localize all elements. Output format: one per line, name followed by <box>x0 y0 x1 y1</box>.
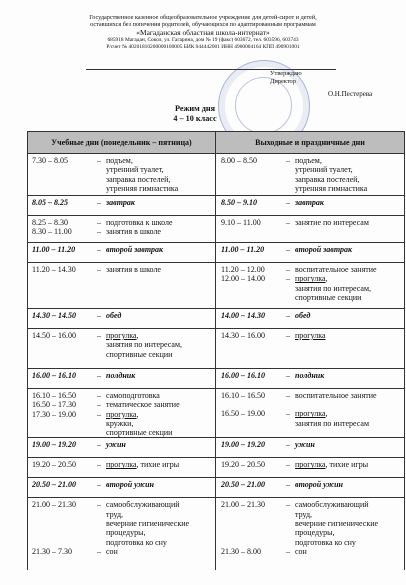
activity-line: вечерние гигиенические <box>295 519 379 529</box>
institution-address: 685918 Магадан, Сокол, ул. Гагарина, дом № 19 (факс) 603672, тел. 603596, 603743 <box>107 37 299 44</box>
entry-dash: – <box>97 391 101 400</box>
schedule-block <box>28 498 405 570</box>
activity-line: занятия в школе <box>106 265 161 274</box>
activity-line: обед <box>295 311 311 320</box>
activity-underlined: прогулка <box>295 331 326 340</box>
activity-line: занятие по интересам <box>295 218 369 227</box>
schedule-entry <box>216 391 404 400</box>
schedule-block <box>28 458 405 478</box>
entry-dash: – <box>286 391 290 400</box>
entry-time: 12.00 – 14.00 <box>221 274 265 284</box>
entry-dash: – <box>97 245 101 254</box>
weekend-cell <box>216 389 405 438</box>
schedule-entry <box>28 547 215 556</box>
entry-dash: – <box>97 331 101 340</box>
activity-rest: , тихие игры <box>325 460 369 470</box>
entry-dash: – <box>286 440 290 450</box>
weekday-cell <box>28 309 216 329</box>
weekday-cell <box>28 389 216 438</box>
entry-time: 19.00 – 19.20 <box>221 440 265 450</box>
entry-activity <box>295 311 404 320</box>
schedule-entry <box>28 156 215 193</box>
activity-rest: , тихие игры <box>136 460 180 470</box>
entry-activity <box>295 460 404 469</box>
activity-line: процедуры, <box>106 528 146 538</box>
entry-time: 11.00 – 11.20 <box>221 245 265 254</box>
schedule-block <box>28 309 405 329</box>
schedule-entry <box>216 547 404 556</box>
entry-activity <box>295 409 404 428</box>
activity-line: процедуры, <box>295 528 335 538</box>
entry-dash: – <box>97 400 101 410</box>
entry-dash: – <box>286 371 290 380</box>
entry-dash: – <box>97 311 101 320</box>
activity-line: прогулка, <box>295 409 328 419</box>
entry-activity <box>295 245 404 254</box>
entry-time: 8.25 – 8.30 <box>32 218 68 227</box>
approve-signer: О.Н.Пестерева <box>328 90 373 98</box>
activity-line: завтрак <box>106 198 135 207</box>
institution-name: «Магаданская областная школа-интернат» <box>136 28 270 38</box>
entry-activity <box>106 480 215 489</box>
bank-details: Р/счет № 40201810200000100005 БИК 044442001 ИНН 4900004164 КПП 490901001 <box>106 44 300 50</box>
activity-line: полдник <box>106 371 136 380</box>
schedule-entry <box>28 227 215 236</box>
entry-dash: – <box>97 409 101 419</box>
activity-line: утренняя гимнастика <box>295 183 368 193</box>
entry-time: 14.00 – 14.30 <box>221 311 265 320</box>
activity-line: самообслуживающий <box>106 500 180 510</box>
meal-entry <box>216 245 404 254</box>
activity-line: прогулка, <box>106 409 139 419</box>
entry-activity <box>106 218 215 227</box>
weekday-cell <box>28 243 216 263</box>
activity-line: заправка постелей, <box>295 174 360 184</box>
entry-time: 16.00 – 16.10 <box>221 371 265 380</box>
header-line-1: Государственное казенное общеобразовательное учреждение для детей-сирот и детей, <box>89 14 317 21</box>
entry-time: 19.00 – 19.20 <box>32 440 76 450</box>
activity-line: подготовка ко сну <box>295 537 356 547</box>
entry-activity <box>106 391 215 400</box>
activity-line: утренний туалет, <box>295 165 353 175</box>
entry-dash: – <box>286 311 290 320</box>
entry-dash: – <box>286 409 290 419</box>
weekend-cell <box>216 309 405 329</box>
entry-time: 20.50 – 21.00 <box>221 480 265 490</box>
entry-activity <box>106 245 215 254</box>
weekday-cell <box>28 196 216 216</box>
entry-activity <box>295 440 404 449</box>
activity-line: труд, <box>295 509 313 519</box>
activity-line: ужин <box>295 440 315 450</box>
entry-dash: – <box>97 440 101 450</box>
entry-dash: – <box>286 500 290 510</box>
activity-line <box>295 460 404 469</box>
schedule-block <box>28 389 405 438</box>
entry-dash: – <box>97 460 101 470</box>
entry-time: 7.30 – 8.05 <box>32 156 68 165</box>
entry-time: 8.05 – 8.25 <box>32 198 68 207</box>
entry-time: 19.20 – 20.50 <box>32 460 76 470</box>
meal-entry <box>28 371 215 380</box>
activity-line: второй ужин <box>106 480 154 490</box>
entry-time: 8.30 – 11.00 <box>32 227 72 237</box>
entry-activity <box>106 331 215 359</box>
entry-activity <box>295 547 404 556</box>
entry-activity <box>295 391 404 400</box>
meal-entry <box>216 311 404 320</box>
activity-line: второй ужин <box>295 480 343 490</box>
schedule-entry <box>216 274 404 302</box>
entry-time: 17.30 – 19.00 <box>32 409 76 419</box>
entry-time: 16.10 – 16.50 <box>32 391 76 400</box>
entry-activity <box>106 265 215 274</box>
entry-activity <box>295 480 404 489</box>
entry-dash: – <box>286 331 290 340</box>
weekend-cell <box>216 369 405 389</box>
entry-time: 21.00 – 21.30 <box>32 500 76 510</box>
activity-line: занятия по интересам, <box>106 340 183 350</box>
entry-dash: – <box>97 546 101 556</box>
entry-activity <box>106 410 215 438</box>
entry-activity <box>295 331 404 340</box>
entry-activity <box>106 547 215 556</box>
activity-line: сон <box>106 546 118 556</box>
schedule-entry <box>216 500 404 546</box>
activity-line: завтрак <box>295 198 324 207</box>
activity-line: прогулка, <box>295 274 328 284</box>
weekday-cell <box>28 329 216 369</box>
activity-line: обед <box>106 311 122 320</box>
activity-line: самоподготовка <box>106 391 160 400</box>
entry-activity <box>295 156 404 193</box>
entry-time: 11.20 – 14.30 <box>32 265 76 274</box>
approve-label: Утверждаю <box>270 70 302 77</box>
entry-dash: – <box>97 198 101 207</box>
entry-dash: – <box>286 156 290 165</box>
schedule-block <box>28 216 405 243</box>
entry-time: 16.50 – 17.30 <box>32 400 76 410</box>
schedule-entry <box>28 410 215 438</box>
activity-line: второй завтрак <box>106 245 164 254</box>
activity-line: спортивные секции <box>295 292 362 302</box>
activity-line <box>295 331 404 340</box>
entry-activity <box>106 311 215 320</box>
entry-time: 11.20 – 12.00 <box>221 265 265 274</box>
meal-entry <box>28 198 215 207</box>
schedule-entry <box>28 265 215 274</box>
activity-underlined: прогулка <box>295 409 326 419</box>
activity-line: спортивные секции <box>106 428 173 438</box>
schedule-block <box>28 329 405 369</box>
entry-dash: – <box>97 218 101 227</box>
weekday-cell <box>28 438 216 458</box>
weekday-cell <box>28 263 216 309</box>
entry-activity <box>106 371 215 380</box>
activity-underlined: прогулка <box>106 331 137 340</box>
meal-entry <box>216 371 404 380</box>
activity-line: подъем, <box>106 156 133 165</box>
activity-line: труд, <box>106 509 124 519</box>
title-line-1: Режим дня <box>174 104 216 113</box>
weekday-cell <box>28 216 216 243</box>
activity-line: кружки, <box>106 418 134 428</box>
entry-activity <box>106 198 215 207</box>
header-line-2: оставшихся без попечения родителей, обучающихся по адаптированным программам <box>90 21 316 29</box>
activity-line: занятия по интересам <box>295 418 370 428</box>
meal-entry <box>28 440 215 449</box>
activity-line: занятия по интересам, <box>295 283 372 293</box>
schedule-entry <box>28 460 215 469</box>
schedule-entry <box>28 400 215 409</box>
schedule-entry <box>216 265 404 274</box>
activity-line <box>106 460 215 469</box>
schedule-entry <box>28 331 215 359</box>
meal-entry <box>28 480 215 489</box>
entry-activity <box>106 460 215 469</box>
entry-activity <box>106 440 215 449</box>
meal-entry <box>28 245 215 254</box>
approve-role: Директор <box>270 78 296 85</box>
entry-time: 16.50 – 19.00 <box>221 409 265 419</box>
activity-line: самообслуживающий <box>295 500 369 510</box>
schedule-entry <box>216 156 404 193</box>
column-header-weekdays: Учебные дни (понедельник – пятница) <box>28 132 216 154</box>
activity-line: прогулка, <box>106 331 139 340</box>
weekday-cell <box>28 154 216 196</box>
schedule-block <box>28 154 405 196</box>
schedule-entry <box>28 500 215 546</box>
schedule-block <box>28 478 405 498</box>
entry-dash: – <box>286 218 290 227</box>
entry-activity <box>106 227 215 236</box>
entry-dash: – <box>286 198 290 207</box>
entry-dash: – <box>97 227 101 237</box>
weekday-cell <box>28 498 216 570</box>
entry-time: 14.30 – 14.50 <box>32 311 76 320</box>
entry-dash: – <box>97 500 101 510</box>
activity-underlined: прогулка <box>106 460 137 470</box>
weekend-cell <box>216 458 405 478</box>
entry-time: 21.00 – 21.30 <box>221 500 265 510</box>
document-title <box>150 104 240 124</box>
schedule-block <box>28 438 405 458</box>
weekend-cell <box>216 263 405 309</box>
weekend-cell <box>216 329 405 369</box>
weekend-cell <box>216 196 405 216</box>
entry-activity <box>106 400 215 409</box>
entry-time: 14.50 – 16.00 <box>32 331 76 340</box>
activity-line: второй завтрак <box>295 245 353 254</box>
schedule-entry <box>28 218 215 227</box>
schedule-entry <box>28 391 215 400</box>
entry-time: 21.30 – 8.00 <box>221 546 261 556</box>
entry-time: 16.00 – 16.10 <box>32 371 76 380</box>
schedule-block <box>28 369 405 389</box>
entry-activity <box>106 156 215 193</box>
activity-underlined: прогулка <box>106 409 137 419</box>
activity-line: утренний туалет, <box>106 165 164 175</box>
activity-line: занятия в школе <box>106 227 161 237</box>
entry-activity <box>106 500 215 546</box>
entry-activity <box>295 371 404 380</box>
entry-time: 19.20 – 20.50 <box>221 460 265 470</box>
entry-time: 20.50 – 21.00 <box>32 480 76 490</box>
schedule-table <box>27 131 405 570</box>
activity-line: воспитательное занятие <box>295 265 377 274</box>
entry-dash: – <box>286 480 290 490</box>
schedule-entry <box>216 331 404 340</box>
entry-activity <box>295 500 404 546</box>
activity-line: сон <box>295 546 307 556</box>
entry-time: 8.00 – 8.50 <box>221 156 257 165</box>
entry-time: 14.30 – 16.00 <box>221 331 265 340</box>
institution-header <box>0 14 406 51</box>
meal-entry <box>216 440 404 449</box>
entry-dash: – <box>286 245 290 254</box>
schedule-entry <box>216 409 404 428</box>
entry-dash: – <box>97 265 101 274</box>
weekend-cell <box>216 478 405 498</box>
entry-dash: – <box>97 156 101 165</box>
meal-entry <box>216 198 404 207</box>
activity-line: подготовка ко сну <box>106 537 167 547</box>
activity-line: вечерние гигиенические <box>106 519 190 529</box>
title-line-2: 4 – 10 класс <box>173 114 217 123</box>
entry-dash: – <box>286 274 290 284</box>
activity-line: ужин <box>106 440 126 450</box>
entry-time: 9.10 – 11.00 <box>221 218 261 227</box>
weekend-cell <box>216 216 405 243</box>
weekday-cell <box>28 458 216 478</box>
schedule-block <box>28 243 405 263</box>
activity-line: подготовка к школе <box>106 218 173 227</box>
entry-dash: – <box>286 460 290 470</box>
schedule-block <box>28 196 405 216</box>
weekend-cell <box>216 243 405 263</box>
entry-activity <box>295 265 404 274</box>
activity-line: воспитательное занятие <box>295 391 377 400</box>
weekend-cell <box>216 154 405 196</box>
entry-dash: – <box>97 480 101 490</box>
meal-entry <box>28 311 215 320</box>
activity-line: тематическое занятие <box>106 400 180 410</box>
schedule-block <box>28 263 405 309</box>
entry-dash: – <box>286 265 290 274</box>
meal-entry <box>216 480 404 489</box>
weekend-cell <box>216 438 405 458</box>
schedule-entry <box>216 460 404 469</box>
activity-underlined: прогулка <box>295 460 326 470</box>
entry-activity <box>295 198 404 207</box>
activity-line: полдник <box>295 371 325 380</box>
schedule-entry <box>216 218 404 227</box>
schedule-body <box>28 154 405 570</box>
weekday-cell <box>28 478 216 498</box>
entry-dash: – <box>97 371 101 380</box>
activity-underlined: прогулка <box>295 274 326 284</box>
entry-time: 8.50 – 9.10 <box>221 198 257 207</box>
entry-time: 11.00 – 11.20 <box>32 245 76 254</box>
entry-dash: – <box>286 546 290 556</box>
column-header-weekends: Выходные и праздничные дни <box>216 132 405 154</box>
entry-time: 16.10 – 16.50 <box>221 391 265 400</box>
weekday-cell <box>28 369 216 389</box>
activity-line: утренняя гимнастика <box>106 183 179 193</box>
activity-line: спортивные секции <box>106 349 173 359</box>
entry-time: 21.30 – 7.30 <box>32 546 72 556</box>
activity-line: заправка постелей, <box>106 174 171 184</box>
weekend-cell <box>216 498 405 570</box>
activity-line: подъем, <box>295 156 322 165</box>
entry-activity <box>295 274 404 302</box>
entry-activity <box>295 218 404 227</box>
